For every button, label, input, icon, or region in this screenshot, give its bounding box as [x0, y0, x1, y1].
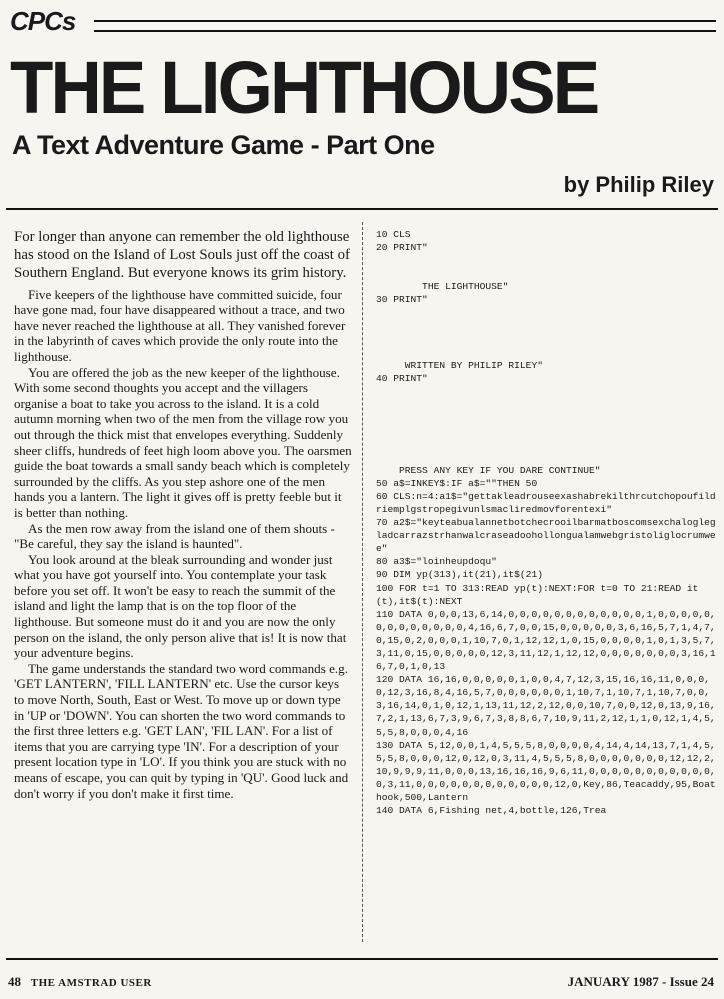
program-listing	[376, 228, 716, 817]
body-paragraph: The game understands the standard two word commands e.g. 'GET LANTERN', 'FILL LANTERN' etc. Use the cursor keys to move North, South, East or West. To move up or down type in 'UP or 'DOWN'. You can shorten the two word commands to the first three letters e.g. 'GET LAN', 'FIL LAN'. For a list of items that you are carrying type 'IN'. For a description of your present location type in 'LO'. If you think you are stuck with no means of escape, you can quit by typing in 'QU'. Good luck and don't worry if you don't make it first time.	[14, 660, 349, 801]
footer-rule	[6, 958, 718, 960]
body-paragraph: As the men row away from the island one of them shouts - "Be careful, they say the island is haunted".	[14, 520, 335, 552]
page-number: 48	[8, 974, 21, 989]
code-line: 60 CLS:n=4:a1$="gettakleadrouseexashabrekilthrcutchopoufildriemplgstropegivunlsmacliredmovforentexi"	[376, 490, 716, 515]
code-line: 20 PRINT"	[376, 242, 428, 254]
code-line	[376, 320, 716, 333]
article-subtitle: A Text Adventure Game - Part One	[12, 130, 435, 160]
body-paragraph: You look around at the bleak surrounding and wonder just what you have got yourself into. You contemplate your task before you set off. It won't be easy to reach the summit of the island and light the lamp that is on the top floor of the lighthouse. But someone must do it and you are now the only person on the island, the only person alive that is! It is now that your adventure begins.	[14, 551, 347, 661]
header-rule-bottom	[94, 30, 716, 32]
code-line: 100 FOR t=1 TO 313:READ yp(t):NEXT:FOR t=0 TO 21:READ it(t),it$(t):NEXT	[376, 582, 699, 607]
code-line	[376, 451, 716, 464]
code-line: 120 DATA 16,16,0,0,0,0,0,1,0,0,4,7,12,3,15,16,16,11,0,0,0,0,12,3,16,8,4,16,5,7,0,0,0,0,0,0,1,10,7,1,10,7,1,10,7,0,0,3,16,14,0,1,0,12,1,13,11,12,2,12,0,0,10,7,0,0,12,0,13,9,16,7,2,1,13,6,7,3,9,6,7,3,8,8,6,7,10,9,11,2,12,1,1,0,12,1,4,5,5,5,8,0,0,0,4,16	[376, 674, 716, 738]
code-line: 30 PRINT"	[376, 294, 428, 306]
code-line: 90 DIM yp(313),it(21),it$(21)	[376, 569, 543, 581]
page-footer-left	[8, 974, 152, 990]
code-line	[376, 438, 716, 451]
code-line: 140 DATA 6,Fishing net,4,bottle,126,Trea	[376, 805, 607, 817]
code-line: 130 DATA 5,12,0,0,1,4,5,5,5,8,0,0,0,0,4,14,4,14,13,7,1,4,5,5,5,8,0,0,0,12,0,12,0,3,11,4,5,5,5,8,0,0,0,0,0,0,0,12,12,2,10,9,9,9,11,0,0,0,13,16,16,16,9,6,11,0,0,0,0,0,0,0,0,0,0,0,0,3,11,0,0,0,0,0,0,0,0,0,0,0,0,12,0,Key,86,Teacaddy,95,Boathook,500,Lantern	[376, 739, 716, 804]
code-line	[376, 385, 716, 398]
code-line	[376, 267, 716, 280]
title-rule	[6, 208, 718, 210]
article-title: THE LIGHTHOUSE	[10, 46, 598, 129]
article-body	[14, 228, 352, 801]
code-line	[376, 307, 716, 320]
lead-paragraph: For longer than anyone can remember the old lighthouse has stood on the Island of Lost Souls just off the coast of Southern England. But everyone knows its grim history.	[14, 229, 350, 282]
header-rule-top	[94, 20, 716, 22]
code-line: 70 a2$="keyteabualannetbotchecrooilbarmatboscomsexchaloglegladcarrazstrhanwalcraseadoohollongualamwebgristoliglocrumwee"	[376, 517, 716, 555]
code-line	[376, 346, 716, 359]
code-line: WRITTEN BY PHILIP RILEY"	[376, 359, 543, 371]
page-header	[8, 6, 716, 40]
code-line: 40 PRINT"	[376, 373, 428, 385]
code-line: THE LIGHTHOUSE"	[376, 281, 509, 293]
code-line	[376, 398, 716, 411]
code-line	[376, 411, 716, 424]
code-line: 80 a3$="loinheupdoqu"	[376, 556, 497, 568]
body-paragraph: Five keepers of the lighthouse have committed suicide, four have gone mad, four have disappeared without a trace, and two have never reached the lighthouse at all. They vanished forever in the labyrinth of caves which provide the only route into the lighthouse.	[14, 286, 346, 364]
code-line: 110 DATA 0,0,0,13,6,14,0,0,0,0,0,0,0,0,0,0,0,0,1,0,0,0,0,0,0,0,0,0,0,0,0,0,4,16,6,7,0,0,15,0,0,0,0,0,3,6,16,5,7,1,4,7,0,15,0,2,0,0,0,1,10,7,0,1,12,12,1,0,15,0,0,0,0,1,0,1,3,5,7,3,11,0,15,0,0,0,0,0,12,3,11,12,1,12,12,0,0,0,0,0,0,0,3,16,16,7,0,1,0,13	[376, 608, 716, 673]
section-label: CPCs	[10, 6, 76, 36]
code-line: 50 a$=INKEY$:IF a$=""THEN 50	[376, 477, 538, 489]
code-line	[376, 333, 716, 346]
code-line: 10 CLS	[376, 229, 411, 240]
code-line: PRESS ANY KEY IF YOU DARE CONTINUE"	[376, 464, 601, 476]
body-paragraph: You are offered the job as the new keeper of the lighthouse. With some second thoughts you accept and the villagers organise a boat to take you across to the island. It is a cold autumn morning when two of the men from the village row you out through the thick mist that envelopes everything. Suddenly sheer cliffs, hundreds of feet high loom above you. The oarsmen guide the boat towards a small sandy beach which is completely surrounded by the cliffs. As you step ashore one of the men hands you a lantern. The light it gives off is pretty feeble but it is better than nothing.	[14, 364, 352, 520]
code-line	[376, 424, 716, 437]
article-byline: by Philip Riley	[563, 172, 714, 197]
issue-label: JANUARY 1987 - Issue 24	[567, 974, 714, 989]
publication-name: THE AMSTRAD USER	[30, 977, 152, 989]
code-line	[376, 254, 716, 267]
column-divider	[362, 222, 363, 942]
